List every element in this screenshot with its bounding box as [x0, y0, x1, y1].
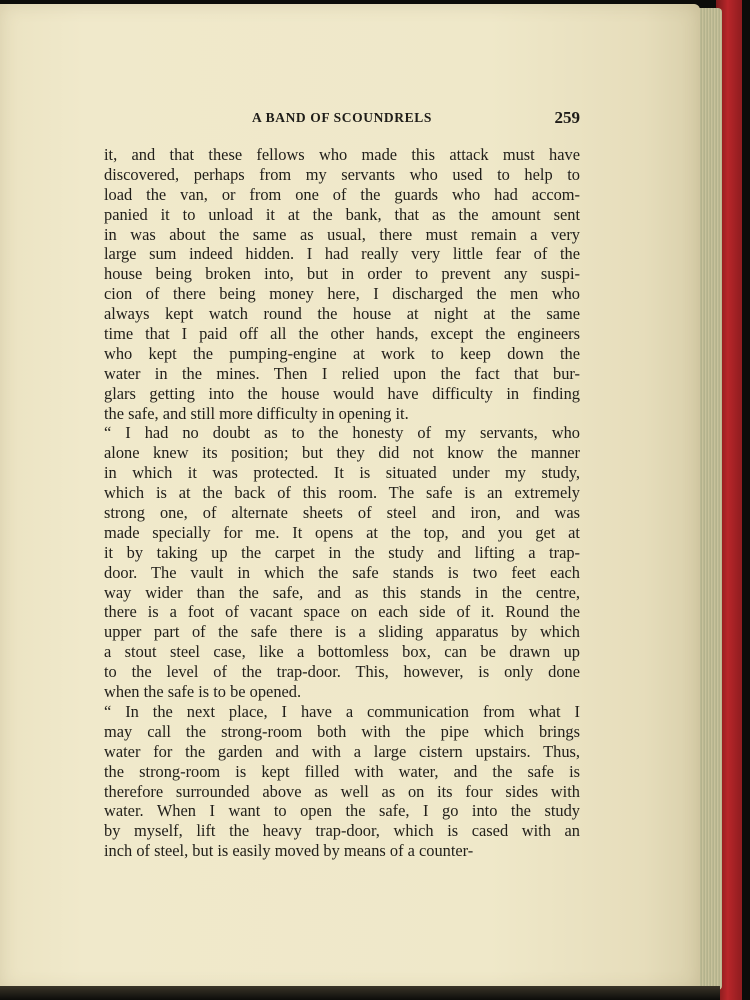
text-line: therefore surrounded above as well as on its four sides with — [104, 781, 580, 801]
text-line: which is at the back of this room. The safe is an extremely — [104, 483, 580, 503]
text-line: in which it was protected. It is situated under my study, — [104, 463, 580, 483]
text-line: made specially for me. It opens at the top, and you get at — [104, 522, 580, 542]
running-head: A BAND OF SCOUNDRELS — [252, 110, 432, 125]
body-text — [104, 145, 580, 861]
text-line: house being broken into, but in order to prevent any suspi- — [104, 264, 580, 284]
text-line: the strong-room is kept filled with water, and the safe is — [104, 761, 580, 781]
text-line: alone knew its position; but they did not know the manner — [104, 443, 580, 463]
text-line: water for the garden and with a large cistern upstairs. Thus, — [104, 741, 580, 761]
text-line: strong one, of alternate sheets of steel and iron, and was — [104, 503, 580, 523]
page-header — [104, 110, 580, 132]
text-line: load the van, or from one of the guards who had accom- — [104, 184, 580, 204]
text-line: the safe, and still more difficulty in opening it. — [104, 403, 409, 423]
text-line: inch of steel, but is easily moved by means of a counter- — [104, 841, 474, 861]
text-line: in was about the same as usual, there must remain a very — [104, 224, 580, 244]
text-line: it by taking up the carpet in the study and lifting a trap- — [104, 542, 580, 562]
text-line: time that I paid off all the other hands, except the engineers — [104, 324, 580, 344]
text-line: “ In the next place, I have a communication from what I — [104, 701, 580, 721]
text-line: upper part of the safe there is a sliding apparatus by which — [104, 622, 580, 642]
page-number: 259 — [554, 108, 580, 127]
text-line: door. The vault in which the safe stands is two feet each — [104, 562, 580, 582]
text-line: it, and that these fellows who made this attack must have — [104, 145, 580, 164]
text-line: always kept watch round the house at night at the same — [104, 304, 580, 324]
text-line: “ I had no doubt as to the honesty of my servants, who — [104, 423, 580, 443]
text-line: large sum indeed hidden. I had really very little fear of the — [104, 244, 580, 264]
text-line: who kept the pumping-engine at work to keep down the — [104, 343, 580, 363]
text-line: a stout steel case, like a bottomless box, can be drawn up — [104, 642, 580, 662]
bottom-shadow — [0, 986, 720, 1000]
text-line: discovered, perhaps from my servants who used to help to — [104, 164, 580, 184]
text-line: cion of there being money here, I discharged the men who — [104, 284, 580, 304]
text-line: may call the strong-room both with the pipe which brings — [104, 721, 580, 741]
text-line: glars getting into the house would have difficulty in finding — [104, 383, 580, 403]
text-line: water. When I want to open the safe, I go into the study — [104, 801, 580, 821]
text-line: when the safe is to be opened. — [104, 682, 302, 702]
text-line: there is a foot of vacant space on each side of it. Round the — [104, 602, 580, 622]
text-line: by myself, lift the heavy trap-door, which is cased with an — [104, 821, 580, 841]
text-line: way wider than the safe, and as this stands in the centre, — [104, 582, 580, 602]
text-line: to the level of the trap-door. This, however, is only done — [104, 662, 580, 682]
text-line: water in the mines. Then I relied upon the fact that bur- — [104, 363, 580, 383]
text-line: panied it to unload it at the bank, that as the amount sent — [104, 204, 580, 224]
